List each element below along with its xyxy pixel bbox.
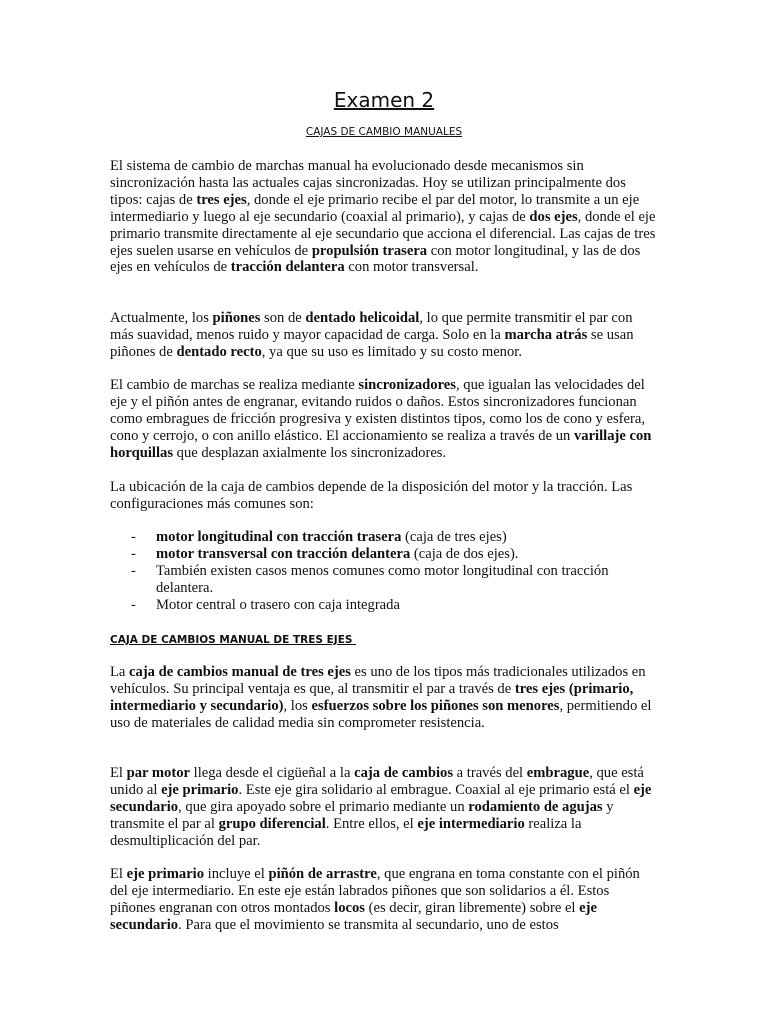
text-run: se usan piñones de [110,326,634,360]
text-run: El sistema de cambio de marchas manual ha evolucionado desde mecanismos sin sincronización hasta las actuales cajas sincronizadas. Hoy se utilizan principalmente dos tipos: cajas de [110,158,626,208]
bold-text: motor longitudinal con tracción trasera [156,529,402,545]
bold-text: motor transversal con tracción delantera [156,545,411,562]
bold-text: varillaje con horquillas [110,427,652,461]
paragraph [110,866,658,934]
text-run: , donde el eje primario recibe el par del motor, lo transmite a un eje intermediario y luego al eje secundario (coaxial al primario), y cajas de [110,191,640,225]
paragraph [110,310,658,361]
bold-text: dos ejes [529,208,578,225]
paragraph [110,664,658,732]
bold-text: dentado recto [176,343,262,360]
list-marker: - [131,596,136,613]
bold-text: piñones [212,310,261,326]
text-run: son de [260,310,306,326]
text-run: y transmite el par al [110,798,614,832]
text-run: . Para que el movimiento se transmita al secundario, uno de estos [178,916,559,933]
text-run: , los [283,697,312,714]
text-run: , que está unido al [110,765,644,798]
text-run: , ya que su uso es limitado y su costo menor. [261,343,522,360]
bold-text: eje secundario [110,781,652,815]
bold-text: tres ejes [196,191,247,208]
bold-text: tres ejes (primario, intermediario y secundario) [110,680,634,714]
bold-text: locos [334,899,365,916]
list-marker: - [131,562,136,579]
document-title: Examen 2 [333,88,435,112]
configurations-list [110,529,658,614]
bold-text: caja de cambios manual de tres ejes [129,664,351,680]
list-item [110,529,658,546]
bold-text: caja de cambios [354,765,454,781]
list-item [110,546,658,563]
bold-text: sincronizadores [358,377,456,393]
text-run: (caja de dos ejes). [410,545,519,562]
bold-text: grupo diferencial [218,815,326,832]
text-run: llega desde el cigüeñal a la [190,765,355,781]
bold-text: dentado helicoidal [305,310,420,326]
text-run: El cambio de marchas se realiza mediante [110,377,359,393]
bold-text: rodamiento de agujas [468,798,603,815]
text-run: , que gira apoyado sobre el primario mediante un [178,798,469,815]
bold-text: par motor [126,765,190,781]
paragraph [110,765,658,850]
paragraph [110,479,658,513]
bold-text: eje intermediario [417,815,525,832]
text-run: realiza la desmultiplicación del par. [110,815,582,849]
section-heading: CAJA DE CAMBIOS MANUAL DE TRES EJES [110,634,357,646]
text-run: , que engrana en toma constante con el piñón del eje intermediario. En este eje están labrados piñones que son solidarios a él. Estos piñones engranan con otros montados [110,866,640,916]
text-run: El [110,866,127,882]
bold-text: piñón de arrastre [268,866,377,882]
text-run: con motor transversal. [344,259,479,276]
text-run: También existen casos menos comunes como motor longitudinal con tracción delantera. [156,562,609,596]
text-run: Motor central o trasero con caja integrada [156,596,400,613]
bold-text: eje primario [161,781,239,798]
text-run: , lo que permite transmitir el par con más suavidad, menos ruido y mayor capacidad de carga. Solo en la [110,310,633,343]
text-run: La ubicación de la caja de cambios depende de la disposición del motor y la tracción. Las configuraciones más comunes son: [110,479,633,512]
bold-text: esfuerzos sobre los piñones son menores [311,697,560,714]
text-run: Actualmente, los [110,310,213,326]
text-run: La [110,664,130,680]
text-run: es uno de los tipos más tradicionales utilizados en vehículos. Su principal ventaja es que, al transmitir el par a través de [110,664,646,697]
bold-text: embrague [526,765,590,781]
document-subtitle: CAJAS DE CAMBIO MANUALES [305,126,463,138]
bold-text: marcha atrás [504,326,588,343]
bold-text: eje secundario [110,899,597,933]
bold-text: eje primario [126,866,205,882]
text-run: . Entre ellos, el [325,815,418,832]
text-run: que desplazan axialmente los sincronizadores. [173,444,447,461]
list-item [110,563,658,597]
text-run: con motor longitudinal, y las de dos ejes en vehículos de [110,242,641,276]
text-run: El [110,765,127,781]
text-run: . Este eje gira solidario al embrague. Coaxial al eje primario está el [238,781,634,798]
bold-text: tracción delantera [230,259,345,276]
text-run: , que igualan las velocidades del eje y el piñón antes de engranar, evitando ruidos o daños. Estos sincronizadores funcionan como embragues de fricción progresiva y existen distintos tipos, como los de cono y esfera, cono y cerrojo, o con anillo elástico. El accionamiento se realiza a través de un [110,377,645,444]
text-run: , permitiendo el uso de materiales de calidad media sin comprometer resistencia. [110,697,652,731]
paragraph [110,158,658,276]
list-marker: - [131,545,136,562]
text-run: (caja de tres ejes) [401,529,507,545]
text-run: (es decir, giran libremente) sobre el [364,899,580,916]
list-marker: - [131,529,136,545]
text-run: a través del [453,765,527,781]
list-item [110,597,658,614]
text-run: , donde el eje primario transmite directamente al eje secundario que acciona el diferencial. Las cajas de tres ejes suelen usarse en vehículos de [110,208,656,259]
text-run: incluye el [204,866,269,882]
paragraph [110,377,658,462]
bold-text: propulsión trasera [311,242,428,259]
